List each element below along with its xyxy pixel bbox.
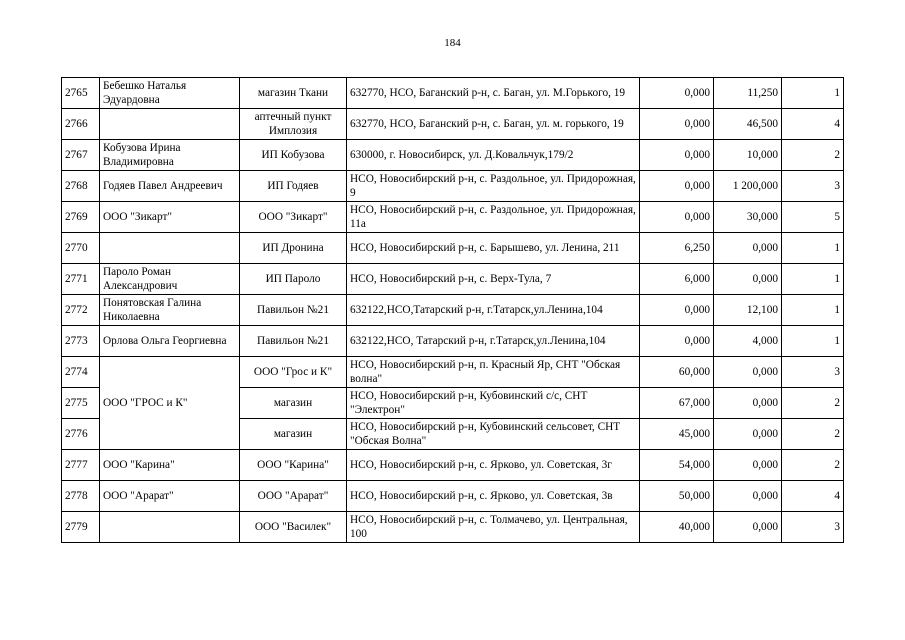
row-number: 2770: [62, 233, 100, 264]
address: НСО, Новосибирский р-н, с. Ярково, ул. Советская, 3г: [347, 450, 640, 481]
value-1: 67,000: [640, 388, 714, 419]
address: НСО, Новосибирский р-н, с. Раздольное, ул. Придорожная, 11а: [347, 202, 640, 233]
row-number: 2772: [62, 295, 100, 326]
object-name: ИП Пароло: [240, 264, 347, 295]
value-3: 1: [782, 326, 844, 357]
value-2: 30,000: [714, 202, 782, 233]
address: НСО, Новосибирский р-н, с. Толмачево, ул. Центральная, 100: [347, 512, 640, 543]
object-name: ООО "Арарат": [240, 481, 347, 512]
table-row: [62, 171, 844, 202]
value-3: 3: [782, 357, 844, 388]
value-1: 0,000: [640, 109, 714, 140]
value-1: 0,000: [640, 171, 714, 202]
value-3: 1: [782, 78, 844, 109]
address: 632122,НСО,Татарский р-н, г.Татарск,ул.Ленина,104: [347, 295, 640, 326]
object-name: Павильон №21: [240, 326, 347, 357]
value-2: 0,000: [714, 419, 782, 450]
object-name: магазин: [240, 388, 347, 419]
address: НСО, Новосибирский р-н, с. Раздольное, ул. Придорожная, 9: [347, 171, 640, 202]
value-2: 0,000: [714, 512, 782, 543]
object-name: ИП Годяев: [240, 171, 347, 202]
value-2: 46,500: [714, 109, 782, 140]
object-name: ООО "Грос и К": [240, 357, 347, 388]
value-1: 0,000: [640, 140, 714, 171]
value-2: 0,000: [714, 481, 782, 512]
owner-name: Понятовская Галина Николаевна: [100, 295, 240, 326]
address: НСО, Новосибирский р-н, Кубовинский с/с, СНТ "Электрон": [347, 388, 640, 419]
object-name: магазин Ткани: [240, 78, 347, 109]
address: 632770, НСО, Баганский р-н, с. Баган, ул. м. горького, 19: [347, 109, 640, 140]
value-2: 4,000: [714, 326, 782, 357]
address: НСО, Новосибирский р-н, п. Красный Яр, СНТ "Обская волна": [347, 357, 640, 388]
address: НСО, Новосибирский р-н, Кубовинский сельсовет, СНТ "Обская Волна": [347, 419, 640, 450]
row-number: 2766: [62, 109, 100, 140]
owner-name: [100, 512, 240, 543]
value-3: 5: [782, 202, 844, 233]
value-1: 0,000: [640, 202, 714, 233]
row-number: 2774: [62, 357, 100, 388]
table-row: [62, 202, 844, 233]
row-number: 2775: [62, 388, 100, 419]
object-name: ИП Кобузова: [240, 140, 347, 171]
value-1: 60,000: [640, 357, 714, 388]
value-3: 1: [782, 264, 844, 295]
table-row: [62, 233, 844, 264]
owner-name: [100, 109, 240, 140]
owner-name: Пароло Роман Александрович: [100, 264, 240, 295]
owner-name: Годяев Павел Андреевич: [100, 171, 240, 202]
row-number: 2777: [62, 450, 100, 481]
value-3: 2: [782, 140, 844, 171]
object-name: ООО "Зикарт": [240, 202, 347, 233]
owner-name: ООО "Карина": [100, 450, 240, 481]
value-2: 0,000: [714, 388, 782, 419]
owner-name: [100, 233, 240, 264]
table-row: [62, 78, 844, 109]
table-row: [62, 264, 844, 295]
address: 632770, НСО, Баганский р-н, с. Баган, ул. М.Горького, 19: [347, 78, 640, 109]
address: НСО, Новосибирский р-н, с. Верх-Тула, 7: [347, 264, 640, 295]
value-2: 0,000: [714, 264, 782, 295]
value-3: 4: [782, 109, 844, 140]
row-number: 2771: [62, 264, 100, 295]
value-2: 1 200,000: [714, 171, 782, 202]
object-name: магазин: [240, 419, 347, 450]
value-2: 12,100: [714, 295, 782, 326]
row-number: 2769: [62, 202, 100, 233]
value-2: 0,000: [714, 450, 782, 481]
owner-name: ООО "Арарат": [100, 481, 240, 512]
value-3: 2: [782, 388, 844, 419]
value-1: 0,000: [640, 295, 714, 326]
row-number: 2765: [62, 78, 100, 109]
address: НСО, Новосибирский р-н, с. Барышево, ул. Ленина, 211: [347, 233, 640, 264]
owner-name: Орлова Ольга Георгиевна: [100, 326, 240, 357]
value-1: 6,000: [640, 264, 714, 295]
value-3: 2: [782, 450, 844, 481]
value-3: 1: [782, 233, 844, 264]
page-number: 184: [444, 37, 461, 49]
row-number: 2778: [62, 481, 100, 512]
value-2: 10,000: [714, 140, 782, 171]
table-row: [62, 512, 844, 543]
object-name: ИП Дронина: [240, 233, 347, 264]
value-2: 0,000: [714, 233, 782, 264]
owner-name: ООО "ГРОС и К": [100, 357, 240, 450]
value-1: 45,000: [640, 419, 714, 450]
table-row: [62, 481, 844, 512]
row-number: 2776: [62, 419, 100, 450]
value-3: 1: [782, 295, 844, 326]
value-1: 6,250: [640, 233, 714, 264]
row-number: 2779: [62, 512, 100, 543]
table-row: [62, 295, 844, 326]
address: 630000, г. Новосибирск, ул. Д.Ковальчук,179/2: [347, 140, 640, 171]
row-number: 2773: [62, 326, 100, 357]
value-1: 50,000: [640, 481, 714, 512]
value-2: 0,000: [714, 357, 782, 388]
object-name: аптечный пункт Имплозия: [240, 109, 347, 140]
object-name: Павильон №21: [240, 295, 347, 326]
table-row: [62, 140, 844, 171]
value-1: 0,000: [640, 326, 714, 357]
object-name: ООО "Василек": [240, 512, 347, 543]
value-3: 3: [782, 171, 844, 202]
value-3: 2: [782, 419, 844, 450]
address: 632122,НСО, Татарский р-н, г.Татарск,ул.Ленина,104: [347, 326, 640, 357]
owner-name: Кобузова Ирина Владимировна: [100, 140, 240, 171]
table-row: [62, 357, 844, 388]
value-1: 0,000: [640, 78, 714, 109]
value-3: 4: [782, 481, 844, 512]
address: НСО, Новосибирский р-н, с. Ярково, ул. Советская, 3в: [347, 481, 640, 512]
table-row: [62, 109, 844, 140]
table-row: [62, 450, 844, 481]
value-3: 3: [782, 512, 844, 543]
owner-name: Бебешко Наталья Эдуардовна: [100, 78, 240, 109]
registry-table: [61, 77, 844, 543]
value-1: 54,000: [640, 450, 714, 481]
row-number: 2768: [62, 171, 100, 202]
row-number: 2767: [62, 140, 100, 171]
table-row: [62, 326, 844, 357]
object-name: ООО "Карина": [240, 450, 347, 481]
owner-name: ООО "Зикарт": [100, 202, 240, 233]
value-2: 11,250: [714, 78, 782, 109]
value-1: 40,000: [640, 512, 714, 543]
